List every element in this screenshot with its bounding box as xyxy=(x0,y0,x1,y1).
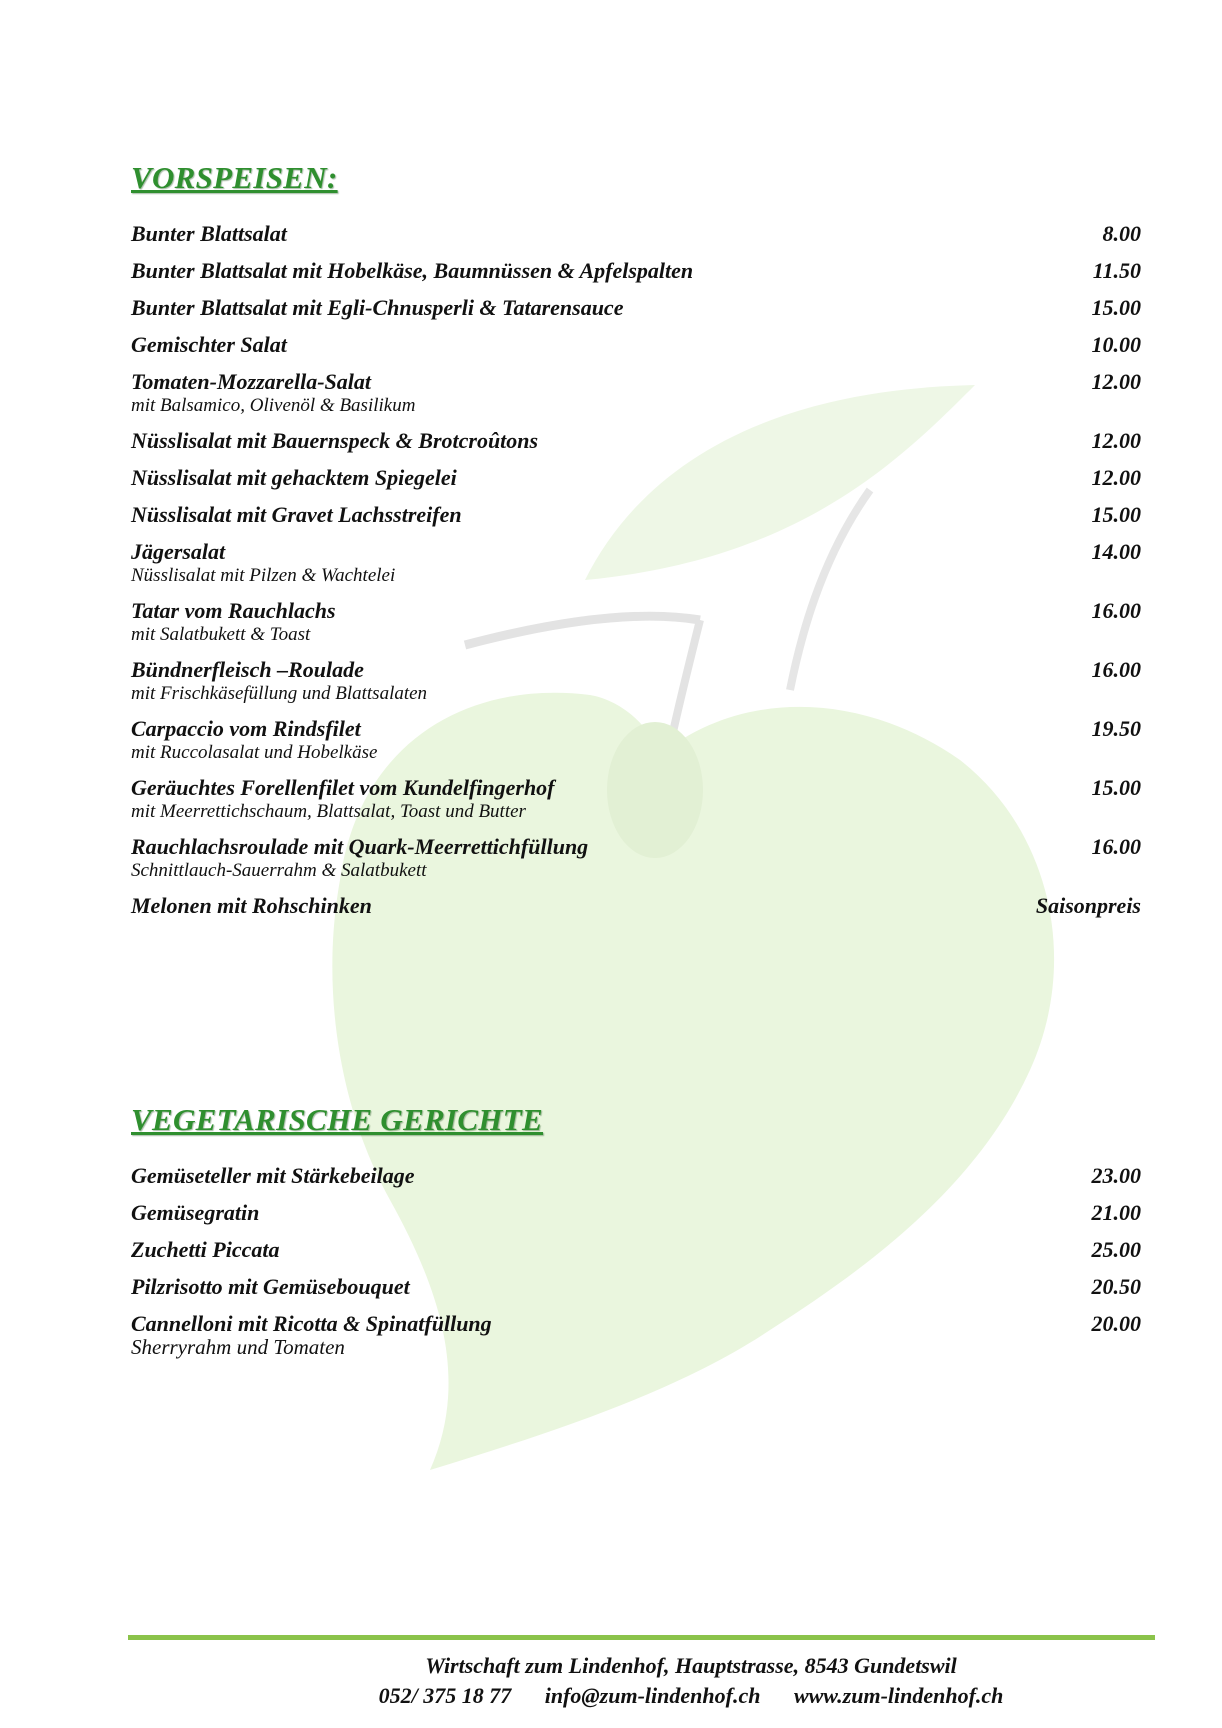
menu-item-row xyxy=(131,774,1141,801)
dish-description: Schnittlauch-Sauerrahm & Salatbukett xyxy=(131,860,427,881)
dish-price: 15.00 xyxy=(1091,502,1141,527)
menu-item-row xyxy=(131,656,1141,683)
dish-description: Nüsslisalat mit Pilzen & Wachtelei xyxy=(131,565,396,586)
dish-name: Jägersalat xyxy=(131,539,226,564)
dish-name: Bunter Blattsalat mit Egli-Chnusperli & Tatarensauce xyxy=(131,295,624,320)
dish-name: Rauchlachsroulade mit Quark-Meerrettichfüllung xyxy=(131,834,589,859)
menu-item xyxy=(131,427,1141,454)
menu-item-row xyxy=(131,1310,1141,1337)
dish-price: Saisonpreis xyxy=(1035,893,1141,918)
menu-item-row xyxy=(131,331,1141,358)
footer-address: Wirtschaft zum Lindenhof, Hauptstrasse, 8543 Gundetswil xyxy=(425,1653,957,1678)
menu-item-row xyxy=(131,1162,1141,1189)
dish-name: Bunter Blattsalat mit Hobelkäse, Baumnüssen & Apfelspalten xyxy=(131,258,694,283)
menu-item-row xyxy=(131,1199,1141,1226)
menu-item xyxy=(131,597,1141,646)
menu-item xyxy=(131,220,1141,247)
dish-name: Tatar vom Rauchlachs xyxy=(131,598,336,623)
dish-price: 16.00 xyxy=(1091,834,1141,859)
dish-name: Nüsslisalat mit Bauernspeck & Brotcroûtons xyxy=(131,428,539,453)
dish-price: 15.00 xyxy=(1091,295,1141,320)
menu-item xyxy=(131,833,1141,882)
dish-name: Melonen mit Rohschinken xyxy=(131,893,372,918)
footer-email[interactable]: info@zum-lindenhof.ch xyxy=(544,1683,761,1708)
menu-item xyxy=(131,1273,1141,1300)
menu-item-row xyxy=(131,597,1141,624)
menu-item xyxy=(131,1199,1141,1226)
menu-item-row xyxy=(131,538,1141,565)
menu-item-row xyxy=(131,1236,1141,1263)
dish-name: Gemüseteller mit Stärkebeilage xyxy=(131,1163,415,1188)
dish-price: 8.00 xyxy=(1102,221,1141,246)
dish-price: 12.00 xyxy=(1091,465,1141,490)
menu-item xyxy=(131,892,1141,919)
dish-name: Tomaten-Mozzarella-Salat xyxy=(131,369,371,394)
menu-item xyxy=(131,538,1141,587)
dish-name: Pilzrisotto mit Gemüsebouquet xyxy=(131,1274,410,1299)
menu-item-row xyxy=(131,715,1141,742)
menu-item xyxy=(131,257,1141,284)
menu-item-row xyxy=(131,220,1141,247)
section-title: VORSPEISEN: xyxy=(131,160,338,195)
menu-item-list xyxy=(131,1162,1141,1359)
dish-price: 21.00 xyxy=(1091,1200,1141,1225)
dish-price: 16.00 xyxy=(1091,657,1141,682)
section-vegetarisch xyxy=(131,1102,1141,1369)
dish-description: mit Salatbukett & Toast xyxy=(131,624,311,645)
menu-item xyxy=(131,464,1141,491)
dish-price: 16.00 xyxy=(1091,598,1141,623)
menu-item-row xyxy=(131,257,1141,284)
footer-phone: 052/ 375 18 77 xyxy=(378,1683,512,1708)
menu-item-row xyxy=(131,501,1141,528)
menu-item xyxy=(131,1162,1141,1189)
dish-price: 10.00 xyxy=(1091,332,1141,357)
menu-item xyxy=(131,656,1141,705)
dish-price: 11.50 xyxy=(1092,258,1141,283)
section-title: VEGETARISCHE GERICHTE xyxy=(131,1102,544,1137)
dish-description: Sherryrahm und Tomaten xyxy=(131,1335,345,1359)
dish-price: 15.00 xyxy=(1091,775,1141,800)
footer-contact xyxy=(0,1681,1222,1711)
menu-item xyxy=(131,294,1141,321)
menu-item xyxy=(131,368,1141,417)
dish-price: 20.50 xyxy=(1091,1274,1141,1299)
menu-item-row xyxy=(131,1273,1141,1300)
dish-description: mit Meerrettichschaum, Blattsalat, Toast und Butter xyxy=(131,801,526,822)
menu-item xyxy=(131,715,1141,764)
dish-name: Bündnerfleisch –Roulade xyxy=(131,657,364,682)
dish-price: 25.00 xyxy=(1091,1237,1141,1262)
menu-item xyxy=(131,501,1141,528)
dish-price: 14.00 xyxy=(1091,539,1141,564)
dish-name: Geräuchtes Forellenfilet vom Kundelfingerhof xyxy=(131,775,555,800)
dish-name: Carpaccio vom Rindsfilet xyxy=(131,716,361,741)
dish-description: mit Frischkäsefüllung und Blattsalaten xyxy=(131,683,428,704)
dish-name: Nüsslisalat mit gehacktem Spiegelei xyxy=(131,465,457,490)
menu-item-list xyxy=(131,220,1141,919)
dish-name: Gemischter Salat xyxy=(131,332,287,357)
dish-name: Cannelloni mit Ricotta & Spinatfüllung xyxy=(131,1311,492,1336)
dish-name: Nüsslisalat mit Gravet Lachsstreifen xyxy=(131,502,462,527)
menu-item xyxy=(131,1236,1141,1263)
dish-price: 12.00 xyxy=(1091,428,1141,453)
menu-item-row xyxy=(131,892,1141,919)
menu-item xyxy=(131,774,1141,823)
dish-price: 23.00 xyxy=(1091,1163,1141,1188)
dish-price: 20.00 xyxy=(1091,1311,1141,1336)
menu-item-row xyxy=(131,464,1141,491)
menu-item-row xyxy=(131,294,1141,321)
dish-name: Bunter Blattsalat xyxy=(131,221,287,246)
dish-name: Gemüsegratin xyxy=(131,1200,260,1225)
menu-item-row xyxy=(131,368,1141,395)
dish-name: Zuchetti Piccata xyxy=(131,1237,280,1262)
menu-item-row xyxy=(131,427,1141,454)
footer-divider xyxy=(128,1635,1155,1640)
menu-item xyxy=(131,331,1141,358)
dish-price: 12.00 xyxy=(1091,369,1141,394)
dish-description: mit Ruccolasalat und Hobelkäse xyxy=(131,742,378,763)
dish-description: mit Balsamico, Olivenöl & Basilikum xyxy=(131,395,416,416)
section-vorspeisen xyxy=(131,160,1141,929)
footer xyxy=(0,1651,1222,1711)
menu-item xyxy=(131,1310,1141,1359)
footer-website[interactable]: www.zum-lindenhof.ch xyxy=(793,1683,1004,1708)
menu-item-row xyxy=(131,833,1141,860)
dish-price: 19.50 xyxy=(1091,716,1141,741)
